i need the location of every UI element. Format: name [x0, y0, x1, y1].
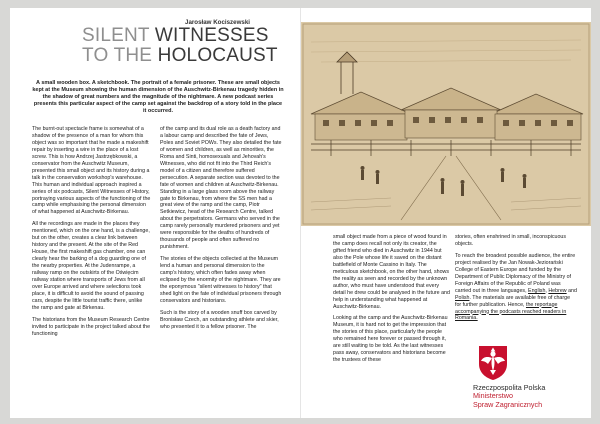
paragraph: Such is the story of a wooden snuff box carved by Bronisław Czech, an outstanding athlete and skier, who presented it to a fellow prisoner. The — [160, 309, 279, 330]
paragraph-text: To reach the broadest possible audience, the entire project realised by the Jan Nowak-Jeziorański College of Eastern Europe and funded by the Department of Public Diplomacy of the Ministry of Foreign Affairs of the Republic of Poland was carried out in three languages, — [455, 252, 576, 294]
paragraph — [455, 253, 577, 323]
paragraph: The historians from the Museum Research Centre invited to participate in the project talked about the functioning — [32, 316, 151, 337]
ministry-logo — [473, 342, 583, 408]
pencil-sketch-camp-icon — [301, 22, 591, 226]
article-title — [82, 26, 278, 66]
separator-text: and — [566, 287, 577, 294]
title-word-silent: SILENT — [82, 25, 155, 46]
paragraph: small object made from a piece of wood found in the camp does recall not only its creator, the gifted friend who died in Auschwitz in 1944 but also the Pole whose life it saved on the distant battlefield of Monte Cassino in Italy. The meticulous sketchbook, on the other hand, shows the reality as seen and recorded by the unknown author, who must have understood that every detail he drew could be analysed in the future and help in understanding what happened at Auschwitz-Birkenau. — [333, 234, 450, 310]
text-column-3 — [333, 234, 451, 369]
paragraph: The stories of the objects collected at the Museum lend a human and personal dimension to the camp's history, which often fades away when eclipsed by the enormity of the nightmare. They are the eponymous "silent witnesses to history" that shed light on the fate of individual prisoners through conservators and historians. — [160, 256, 282, 304]
article-lead: A small wooden box. A sketchbook. The portrait of a female prisoner. These are small objects kept at the Museum showing the human dimension of the Auschwitz-Birkenau tragedy hidden in the shadow of great numbers and the magnitude of the nightmare. A new podcast series presents this particular aspect of the camp set against the backdrop of a story told in the place it occurred. — [32, 80, 284, 115]
ministry-name — [473, 384, 545, 409]
ministry-line-1: Rzeczpospolita Polska — [473, 383, 546, 392]
title-word-to-the: TO THE — [82, 45, 158, 66]
ministry-line-2: Ministerstwo — [473, 391, 513, 401]
author-name: Jarosław Kociszewski — [185, 19, 251, 26]
link-hebrew[interactable]: Hebrew — [548, 287, 567, 294]
title-line-1 — [82, 26, 278, 46]
title-word-witnesses: WITNESSES — [154, 25, 269, 46]
link-polish[interactable]: Polish — [455, 294, 470, 301]
paragraph: of the camp and its dual role as a death factory and a labour camp and described the fate of Jews, Poles and Soviet POWs. They also detailed the fate of women and children, as well as minorities, the Roma and Sinti, homosexuals and Jehovah's Witnesses, who did not fit into the Third Reich's model of a citizen and therefore suffered persecution. A separate section was devoted to the fate of women and children at Auschwitz-Birkenau. Standing in a large glass room above the railway gate to Birkenau, from where the SS men had a great view of the ramp and the camp, Piotr Setkiewicz, head of the Research Centre, talked about the perpetrators. Germans who served in the camp rarely personally murdered prisoners and yet were responsible for the deaths of hundreds of thousands of people and often suffered no punishment. — [160, 126, 282, 251]
link-english[interactable]: English — [528, 287, 546, 294]
separator-text: , — [545, 287, 549, 294]
text-column-4 — [455, 234, 577, 327]
link-romania-reportage[interactable]: the reportage accompanying the podcasts reached readers in Romania. — [455, 301, 567, 322]
title-line-2 — [82, 46, 278, 66]
paragraph: All the recordings are made in the places they mentioned, which on the one hand, is a challenge, but on the other, creates a clear link between history and the present. At the site of the Red House, the first makeshift gas chamber, one can clearly hear the barking of a dog guarding one of the nearby properties. At the Judenrampe, a railway ramp on the outskirts of the Oświęcim railway station where transports of Jews from all over Europe arrived and where selections took place, it is difficult to avoid the sound of passing cars, despite the little tourist traffic there, unlike the ramp and gate at Birkenau. — [32, 221, 150, 311]
paragraph-text: . The materials are available free of charge for further publication. Hence, — [455, 294, 571, 308]
white-eagle-emblem-icon — [473, 342, 513, 382]
right-page — [300, 8, 591, 418]
text-column-1 — [32, 126, 151, 343]
title-word-holocaust: HOLOCAUST — [157, 45, 278, 66]
ministry-line-3: Spraw Zagranicznych — [473, 399, 543, 409]
paragraph: stories, often enshrined in small, inconspicuous objects. — [455, 234, 566, 247]
left-page — [10, 8, 300, 418]
paragraph: The burnt-out spectacle frame is somewhat of a shadow of the presence of a man for whom this object was so important that he made a makeshift repair by inserting a wire in the place of a lost screw. This is how Andrzej Jastrzębkowski, a conservator from the Auschwitz Museum, presented this small object and its history during a talk in the conservation workshop's warehouse. This human and individual approach inspired a series of six podcasts, Silent Witnesses of History, portraying various aspects of the functioning of the camp while emphasising the personal dimension of what happened at Auschwitz-Birkenau. — [32, 126, 151, 216]
text-column-2 — [160, 126, 282, 336]
paragraph: Looking at the camp and the Auschwitz-Birkenau Museum, it is hard not to get the impression that the stories of this place, particularly the people who remained here forever or passed through it, are still waiting to be told. As the last witnesses pass away, conservators and historians become the trustees of these — [333, 315, 448, 364]
